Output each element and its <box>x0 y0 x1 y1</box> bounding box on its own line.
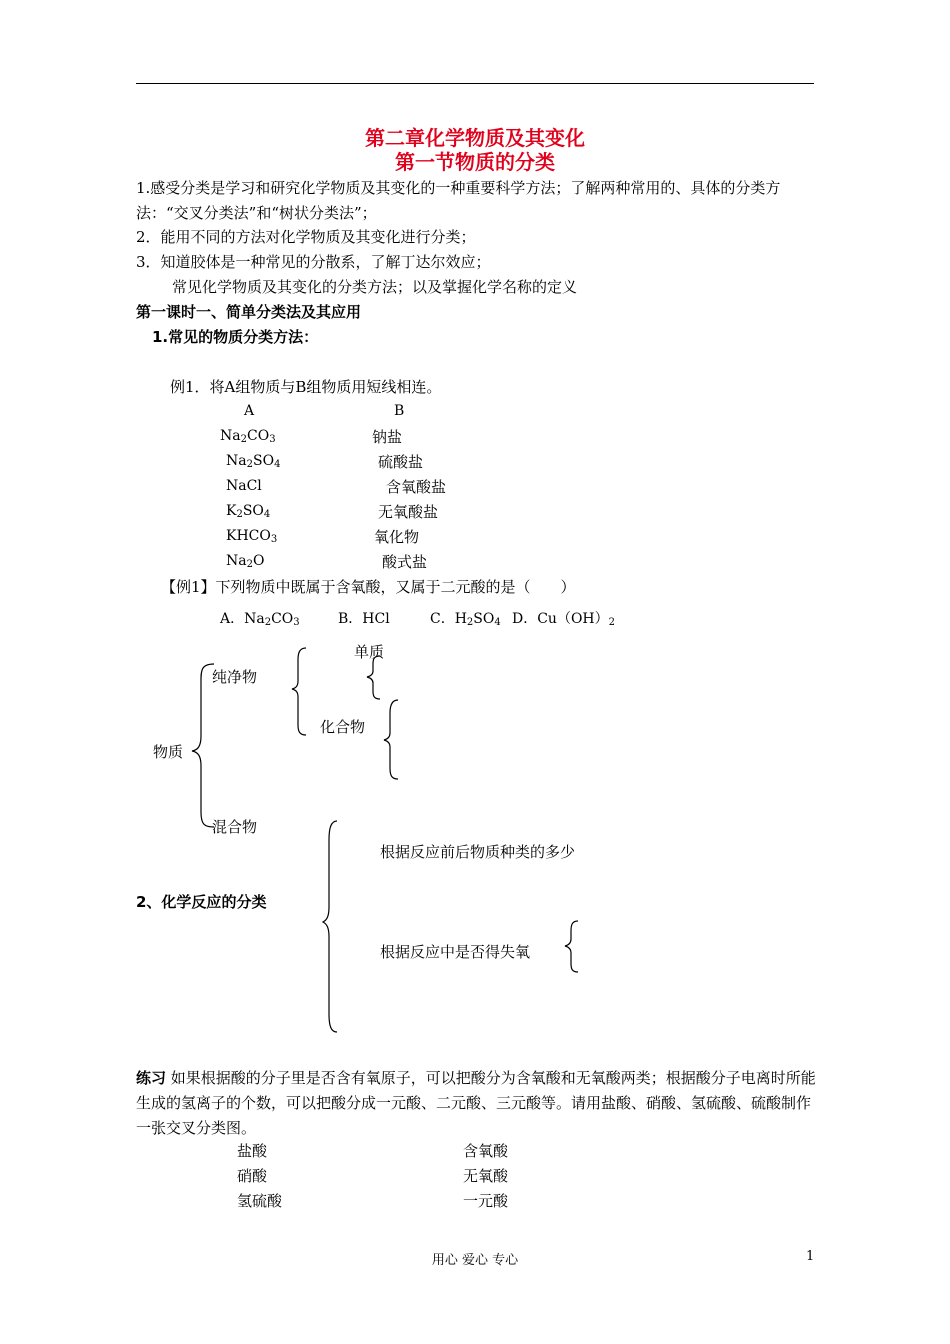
b-item-anaerobic-salt: 无氧酸盐 <box>378 503 439 521</box>
brace-substance <box>192 664 214 827</box>
brace-reaction <box>323 821 337 1032</box>
option-d: D．$Cu(OH)_2$ <box>512 611 616 628</box>
exercise-paragraph <box>136 1066 816 1141</box>
tree-mixture: 混合物 <box>212 818 258 836</box>
formula-na2co3: $Na_2CO_3$ <box>220 428 276 445</box>
formula-k2so4: $K_2SO_4$ <box>226 503 271 520</box>
formula-na2o: $Na_2O$ <box>226 553 265 570</box>
tree-pure-substance: 纯净物 <box>212 668 258 686</box>
option-c: C．$H_2SO_4$ <box>430 611 501 628</box>
lesson-subheading: 1.常见的物质分类方法： <box>152 328 319 346</box>
b-item-sodium-salt: 钠盐 <box>372 428 403 446</box>
exercise-text: 如果根据酸的分子里是否含有氧原子，可以把酸分为含氧酸和无氧酸两类；根据酸分子电离时所能生成的氢离子的个数，可以把酸分成一元酸、二元酸、三元酸等。请用盐酸、硝酸、氢硫酸、硫酸制作一张交叉分类图。 <box>136 1069 816 1137</box>
acid-left-3: 氢硫酸 <box>237 1192 283 1210</box>
acid-left-1: 盐酸 <box>237 1142 268 1160</box>
b-item-oxide: 氧化物 <box>374 528 420 546</box>
chapter-title: 第二章化学物质及其变化 <box>365 126 585 150</box>
b-item-acid-salt: 酸式盐 <box>382 553 428 571</box>
objective-2: 2．能用不同的方法对化学物质及其变化进行分类； <box>136 228 476 246</box>
b-item-oxyacid-salt: 含氧酸盐 <box>386 478 447 496</box>
column-b-header: B <box>394 403 405 419</box>
exercise-label: 练习 <box>136 1069 167 1087</box>
reaction-heading: 2、化学反应的分类 <box>136 893 267 911</box>
tree-element: 单质 <box>354 643 385 661</box>
tree-root: 物质 <box>153 743 184 761</box>
reaction-basis-2: 根据反应中是否得失氧 <box>380 943 531 961</box>
acid-right-2: 无氧酸 <box>463 1167 509 1185</box>
formula-nacl: NaCl <box>226 478 262 494</box>
formula-na2so4: $Na_2SO_4$ <box>226 453 281 470</box>
footer-text: 用心 爱心 专心 <box>431 1253 519 1268</box>
brace-compound <box>384 700 398 779</box>
acid-left-2: 硝酸 <box>237 1167 268 1185</box>
section-title: 第一节物质的分类 <box>395 150 555 174</box>
acid-right-1: 含氧酸 <box>463 1142 509 1160</box>
b-item-sulfate: 硫酸盐 <box>378 453 424 471</box>
tree-compound: 化合物 <box>320 718 366 736</box>
example2-question: 【例1】下列物质中既属于含氧酸，又属于二元酸的是（ ） <box>161 578 576 596</box>
objective-1: 1.感受分类是学习和研究化学物质及其变化的一种重要科学方法；了解两种常用的、具体的分类方法：“交叉分类法”和“树状分类法”； <box>136 179 781 222</box>
page-number: 1 <box>806 1249 815 1264</box>
acid-right-3: 一元酸 <box>463 1192 509 1210</box>
reaction-basis-1: 根据反应前后物质种类的多少 <box>380 843 576 861</box>
formula-khco3: $KHCO_3$ <box>226 528 278 545</box>
objective-3: 3．知道胶体是一种常见的分散系，了解丁达尔效应； <box>136 253 491 271</box>
option-b: B．HCl <box>338 611 390 627</box>
brace-element <box>367 656 380 699</box>
option-a: A．$Na_2CO_3$ <box>220 611 300 628</box>
lesson-heading: 第一课时一、简单分类法及其应用 <box>136 303 362 321</box>
example1-prompt: 例1．将A组物质与B组物质用短线相连。 <box>170 378 442 396</box>
brace-pure <box>292 648 306 735</box>
column-a-header: A <box>244 403 255 419</box>
brace-oxygen <box>565 921 578 972</box>
key-points: 常见化学物质及其变化的分类方法；以及掌握化学名称的定义 <box>172 278 578 296</box>
